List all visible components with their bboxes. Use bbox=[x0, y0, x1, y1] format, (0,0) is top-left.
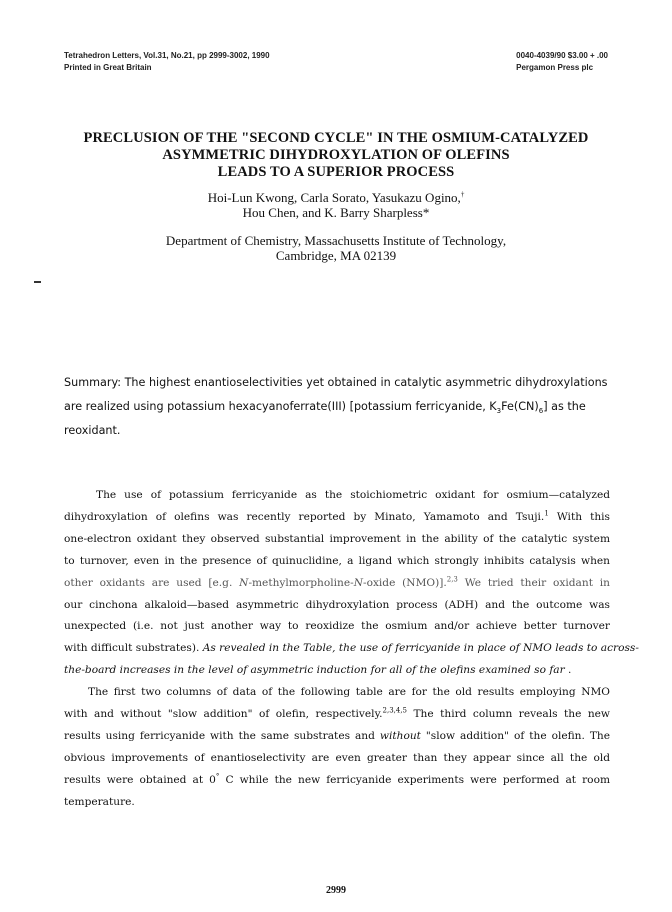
para2-line-6: temperature. bbox=[64, 795, 135, 808]
summary bbox=[64, 371, 610, 443]
para1-line-5 bbox=[64, 573, 610, 595]
subscript: 6 bbox=[538, 407, 544, 416]
text-run: with difficult substrates). bbox=[64, 642, 203, 655]
citation-ref: 2,3,4,5 bbox=[382, 706, 408, 715]
title-line-1: PRECLUSION OF THE "SECOND CYCLE" IN THE OSMIUM-CATALYZED bbox=[83, 130, 589, 146]
text-run: C while the new ferricyanide experiments were performed at room bbox=[219, 773, 610, 786]
para1-line-1: The use of potassium ferricyanide as the stoichiometric oxidant for osmium—catalyzed bbox=[96, 489, 610, 501]
journal-citation bbox=[64, 50, 270, 74]
text-run: -methylmorpholine- bbox=[248, 576, 354, 589]
para1-line-2 bbox=[64, 507, 610, 529]
degree-symbol: ° bbox=[215, 772, 220, 781]
text-run: dihydroxylation of olefins was recently reported by Minato, Yamamoto and Tsuji. bbox=[64, 510, 545, 523]
summary-text: Fe(CN) bbox=[501, 400, 539, 413]
article-title bbox=[40, 130, 632, 181]
publisher-info bbox=[516, 50, 608, 74]
body-text bbox=[64, 485, 639, 814]
summary-line-3: reoxidant. bbox=[64, 424, 121, 437]
summary-line-1: Summary: The highest enantioselectivities yet obtained in catalytic asymmetric dihydroxylations bbox=[64, 376, 608, 389]
subscript: 3 bbox=[496, 407, 502, 416]
journal-citation-line: Tetrahedron Letters, Vol.31, No.21, pp 2999-3002, 1990 bbox=[64, 51, 270, 60]
para1-line-7: unexpected (i.e. not just another way to reoxidize the osmium and/or achieve better turnover bbox=[64, 620, 610, 633]
para1-line-3: one-electron oxidant they observed substantial improvement in the ability of the catalytic system bbox=[64, 532, 610, 545]
para1-line-4: to turnover, even in the presence of quinuclidine, a ligand which strongly inhibits catalysis when bbox=[64, 554, 610, 567]
text-run: results using ferricyanide with the same substrates and bbox=[64, 729, 380, 742]
citation-ref: 2,3 bbox=[446, 575, 458, 584]
text-run: other oxidants are used [e.g. bbox=[64, 576, 240, 589]
affiliation bbox=[40, 233, 632, 263]
dagger-mark: † bbox=[460, 190, 465, 199]
text-run: -oxide (NMO)]. bbox=[362, 576, 447, 589]
text-run: with and without "slow addition" of olefin, respectively. bbox=[64, 708, 383, 721]
text-run: . bbox=[564, 664, 572, 677]
text-run: The third column reveals the new bbox=[407, 708, 610, 721]
para2-line-3 bbox=[64, 726, 610, 748]
italic-run: N bbox=[239, 576, 249, 589]
publisher-name: Pergamon Press plc bbox=[516, 63, 594, 72]
italic-run: As revealed in the Table, the use of ferricyanide in place of NMO leads to across- bbox=[202, 642, 639, 655]
italic-run: N bbox=[353, 576, 363, 589]
title-line-3: LEADS TO A SUPERIOR PROCESS bbox=[217, 164, 455, 180]
authors-first: Hoi-Lun Kwong, Carla Sorato, Yasukazu Ogino, bbox=[207, 190, 461, 205]
text-run: results were obtained at 0 bbox=[64, 773, 216, 786]
italic-run: without bbox=[379, 729, 421, 742]
author-list bbox=[40, 190, 632, 220]
author-line-1 bbox=[40, 190, 632, 205]
para1-line-6: our cinchona alkaloid—based asymmetric dihydroxylation process (ADH) and the outcome was bbox=[64, 598, 610, 611]
author-line-2: Hou Chen, and K. Barry Sharpless* bbox=[242, 205, 430, 220]
margin-mark bbox=[34, 281, 41, 283]
para1-line-8 bbox=[64, 638, 639, 660]
para2-line-1: The first two columns of data of the following table are for the old results employing NMO bbox=[88, 686, 610, 699]
summary-text: are realized using potassium hexacyanoferrate(III) [potassium ferricyanide, K bbox=[64, 400, 497, 413]
text-run: We tried their oxidant in bbox=[457, 576, 610, 589]
text-run: With this bbox=[548, 510, 610, 523]
page-number: 2999 bbox=[326, 885, 346, 896]
title-line-2: ASYMMETRIC DIHYDROXYLATION OF OLEFINS bbox=[162, 147, 510, 163]
summary-text: ] as the bbox=[543, 400, 586, 413]
citation-ref: 1 bbox=[544, 509, 549, 518]
summary-line-2 bbox=[64, 395, 610, 419]
para1-line-9 bbox=[64, 660, 610, 682]
printed-in-line: Printed in Great Britain bbox=[64, 63, 152, 72]
affiliation-line-1: Department of Chemistry, Massachusetts Institute of Technology, bbox=[165, 233, 507, 248]
para2-line-4: obvious improvements of enantioselectivity are even greater than they appear since all the old bbox=[64, 751, 610, 764]
italic-run: the-board increases in the level of asymmetric induction for all of the olefins examined so far bbox=[64, 664, 565, 677]
affiliation-line-2: Cambridge, MA 02139 bbox=[275, 248, 397, 263]
para2-line-5 bbox=[64, 770, 610, 792]
price-code: 0040-4039/90 $3.00 + .00 bbox=[516, 51, 608, 60]
text-run: "slow addition" of the olefin. The bbox=[420, 729, 610, 742]
para2-line-2 bbox=[64, 704, 610, 726]
